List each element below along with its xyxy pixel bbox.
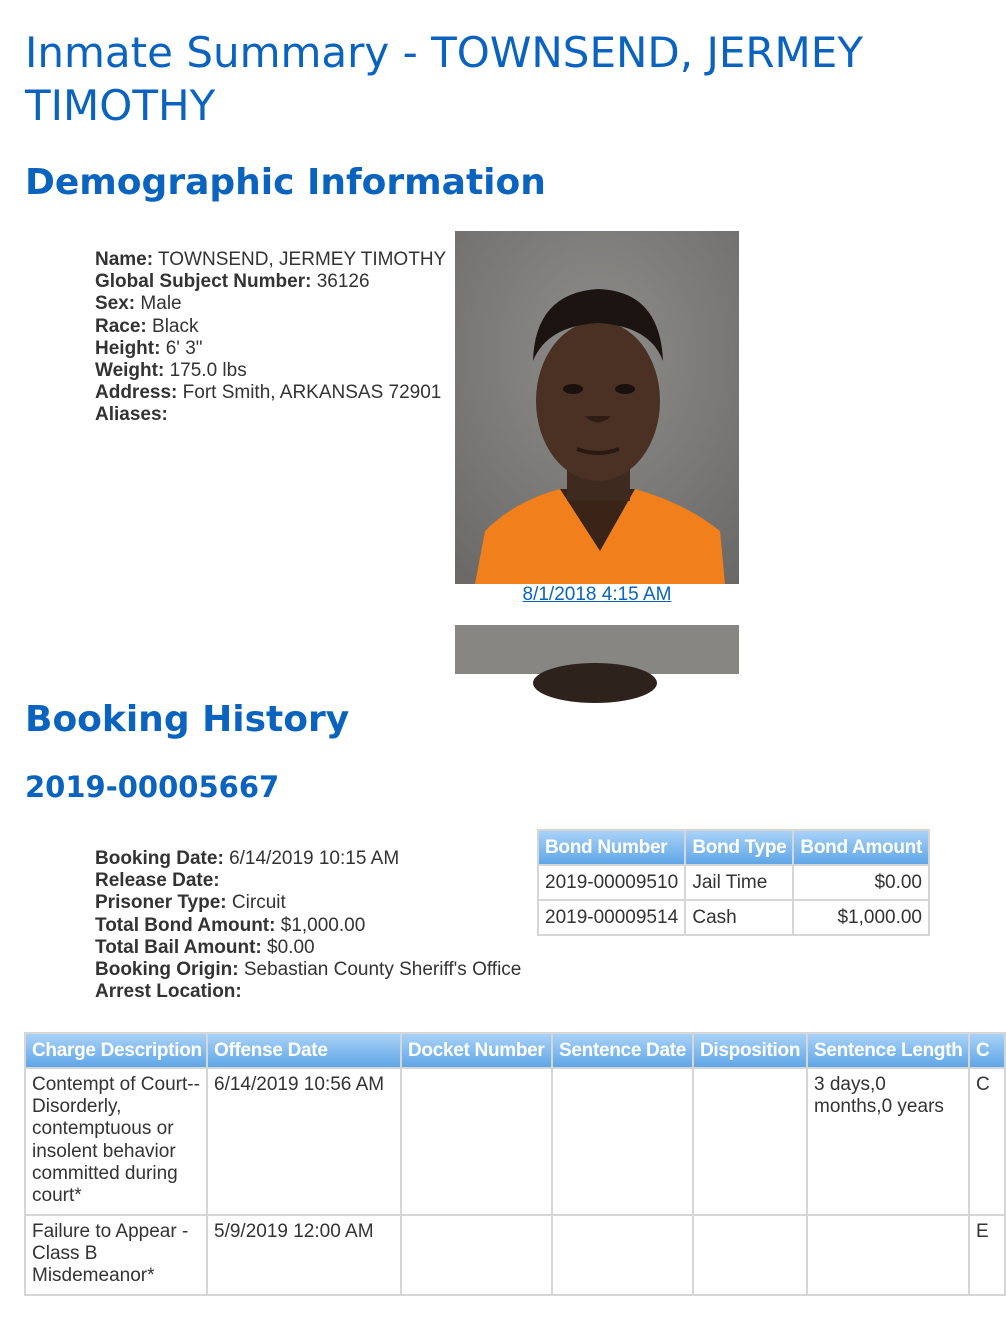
demographic-heading: Demographic Information	[25, 162, 546, 203]
demographic-info	[95, 249, 450, 427]
field-label: Aliases:	[95, 404, 168, 426]
table-row	[25, 1215, 1005, 1295]
field-label: Sex:	[95, 293, 136, 315]
booking-field-prisoner-type	[95, 892, 535, 914]
mugshot-photo[interactable]	[455, 231, 739, 584]
table-row	[538, 900, 929, 935]
bond-type-cell: Cash	[685, 900, 793, 935]
field-value: $1,000.00	[280, 914, 366, 936]
mugshot-image-2	[455, 625, 739, 674]
field-value: Circuit	[231, 892, 286, 914]
field-label: Name:	[95, 249, 154, 270]
charge-description-cell: Contempt of Court--Disorderly, contemptuous or insolent behavior committed during court*	[25, 1068, 207, 1215]
field-label: Booking Date:	[95, 848, 224, 869]
bond-amount-cell: $0.00	[793, 865, 929, 900]
field-value: 175.0 lbs	[169, 360, 247, 382]
booking-field-release	[95, 870, 535, 892]
docket-number-header[interactable]: Docket Number	[401, 1033, 552, 1068]
bond-header-row	[538, 830, 929, 865]
truncated-header[interactable]: C	[969, 1033, 1005, 1068]
field-value: Black	[152, 315, 199, 337]
demo-field-height	[95, 338, 450, 360]
field-label: Total Bond Amount:	[95, 914, 276, 936]
page-title: Inmate Summary - TOWNSEND, JERMEY TIMOTHY	[25, 28, 863, 130]
field-label: Weight:	[95, 360, 165, 382]
docket-number-cell	[401, 1215, 552, 1295]
docket-number-cell	[401, 1068, 552, 1215]
booking-field-date	[95, 848, 535, 870]
field-label: Global Subject Number:	[95, 271, 312, 293]
sentence-length-header[interactable]: Sentence Length	[807, 1033, 969, 1068]
sentence-length-cell: 3 days,0 months,0 years	[807, 1068, 969, 1215]
field-value: 6' 3"	[165, 337, 203, 359]
disposition-cell	[693, 1068, 807, 1215]
disposition-header[interactable]: Disposition	[693, 1033, 807, 1068]
demo-field-race	[95, 316, 450, 338]
sentence-date-cell	[552, 1215, 693, 1295]
sentence-date-cell	[552, 1068, 693, 1215]
bond-amount-header[interactable]: Bond Amount	[793, 830, 929, 865]
disposition-cell	[693, 1215, 807, 1295]
field-label: Prisoner Type:	[95, 892, 227, 914]
truncated-cell: E	[969, 1215, 1005, 1295]
charge-description-cell: Failure to Appear - Class B Misdemeanor*	[25, 1215, 207, 1295]
field-value: 36126	[316, 271, 370, 293]
field-value: TOWNSEND, JERMEY TIMOTHY	[158, 249, 447, 270]
field-label: Race:	[95, 315, 147, 337]
bond-type-cell: Jail Time	[685, 865, 793, 900]
bond-number-cell: 2019-00009510	[538, 865, 685, 900]
field-label: Arrest Location:	[95, 981, 242, 1003]
bond-amount-cell: $1,000.00	[793, 900, 929, 935]
mugshot-image	[455, 231, 739, 584]
booking-info	[95, 848, 535, 1003]
photo-date-link[interactable]: 8/1/2018 4:15 AM	[522, 584, 672, 605]
booking-field-total-bond	[95, 915, 535, 937]
field-label: Address:	[95, 382, 178, 404]
bond-type-header[interactable]: Bond Type	[685, 830, 793, 865]
demo-field-subject-number	[95, 271, 450, 293]
booking-field-origin	[95, 959, 535, 981]
bond-number-header[interactable]: Bond Number	[538, 830, 685, 865]
table-row	[25, 1068, 1005, 1215]
offense-date-cell: 5/9/2019 12:00 AM	[207, 1215, 401, 1295]
booking-number: 2019-00005667	[25, 770, 280, 804]
field-value: Male	[140, 293, 182, 315]
field-label: Total Bail Amount:	[95, 936, 262, 958]
charges-header-row	[25, 1033, 1005, 1068]
booking-history-heading: Booking History	[25, 699, 350, 740]
booking-field-arrest-location	[95, 981, 535, 1003]
bond-number-cell: 2019-00009514	[538, 900, 685, 935]
field-value: $0.00	[267, 936, 315, 958]
charges-table-container[interactable]	[24, 1032, 990, 1302]
bond-table	[537, 829, 930, 936]
sentence-date-header[interactable]: Sentence Date	[552, 1033, 693, 1068]
demo-field-sex	[95, 293, 450, 315]
field-value: Sebastian County Sheriff's Office	[243, 959, 522, 981]
truncated-cell: C	[969, 1068, 1005, 1215]
demo-field-name	[95, 249, 450, 271]
field-label: Release Date:	[95, 870, 220, 892]
sentence-length-cell	[807, 1215, 969, 1295]
offense-date-header[interactable]: Offense Date	[207, 1033, 401, 1068]
demo-field-weight	[95, 360, 450, 382]
field-label: Height:	[95, 337, 161, 359]
demo-field-address	[95, 382, 450, 404]
mugshot-photo-2[interactable]	[455, 625, 739, 674]
table-row	[538, 865, 929, 900]
charges-table	[24, 1032, 1006, 1296]
field-value: Fort Smith, ARKANSAS 72901	[182, 382, 442, 404]
field-label: Booking Origin:	[95, 959, 239, 981]
field-value: 6/14/2019 10:15 AM	[229, 848, 400, 869]
booking-field-total-bail	[95, 937, 535, 959]
demo-field-aliases	[95, 404, 450, 426]
charge-description-header[interactable]: Charge Description	[25, 1033, 207, 1068]
offense-date-cell: 6/14/2019 10:56 AM	[207, 1068, 401, 1215]
